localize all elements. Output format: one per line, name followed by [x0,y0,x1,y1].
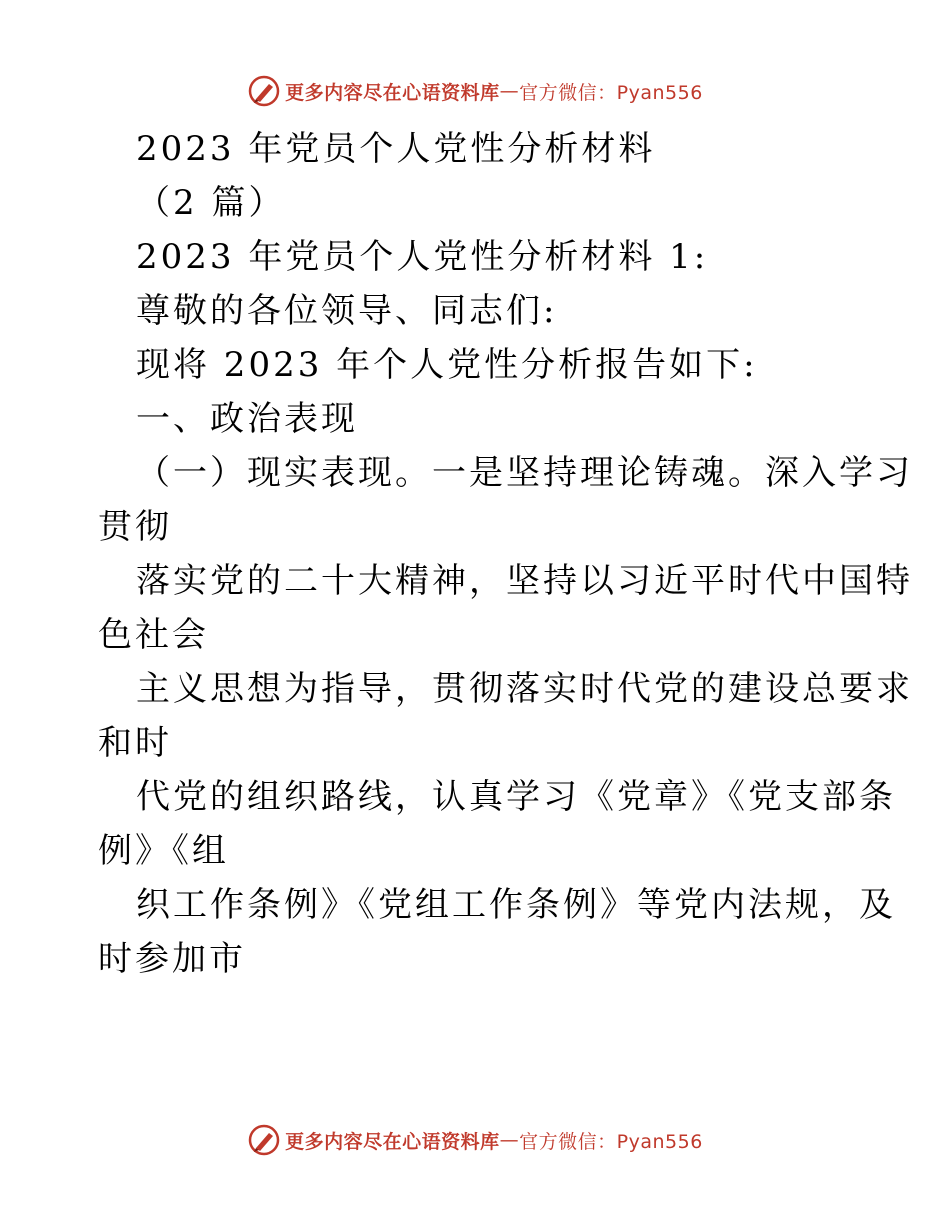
watermark-dash: — [499,80,520,102]
doc-line-15: 时参加市 [98,939,246,979]
watermark-dash: — [499,1129,520,1151]
watermark-main-text: 更多内容尽在心语资料库 [285,81,500,104]
doc-line-11: 和时 [98,723,172,763]
doc-line-12: 代党的组织路线，认真学习《党章》《党支部条 [136,777,896,817]
doc-line-14: 织工作条例》《党组工作条例》等党内法规，及 [136,885,896,925]
doc-line-3: 尊敬的各位领导、同志们: [136,291,558,331]
doc-line-8: 落实党的二十大精神，坚持以习近平时代中国特 [136,561,913,601]
watermark-wechat-text: 官方微信：Pyan556 [519,81,703,104]
doc-line-0: 2023 年党员个人党性分析材料 [136,129,656,169]
doc-line-2: 2023 年党员个人党性分析材料 1: [136,237,709,277]
doc-line-1: （2 篇） [136,183,286,223]
watermark-main-text: 更多内容尽在心语资料库 [285,1130,500,1153]
watermark-header [0,74,950,108]
doc-line-5: 一、政治表现 [136,399,358,439]
watermark-footer [0,1123,950,1157]
doc-line-13: 例》《组 [98,831,229,871]
pen-logo-icon [247,74,281,108]
doc-line-6: （一）现实表现。一是坚持理论铸魂。深入学习 [136,453,913,493]
doc-line-4: 现将 2023 年个人党性分析报告如下: [136,345,758,385]
document-body [98,122,913,986]
doc-line-7: 贯彻 [98,507,172,547]
watermark-wechat-text: 官方微信：Pyan556 [519,1130,703,1153]
doc-line-10: 主义思想为指导，贯彻落实时代党的建设总要求 [136,669,913,709]
doc-line-9: 色社会 [98,615,209,655]
pen-logo-icon [247,1123,281,1157]
